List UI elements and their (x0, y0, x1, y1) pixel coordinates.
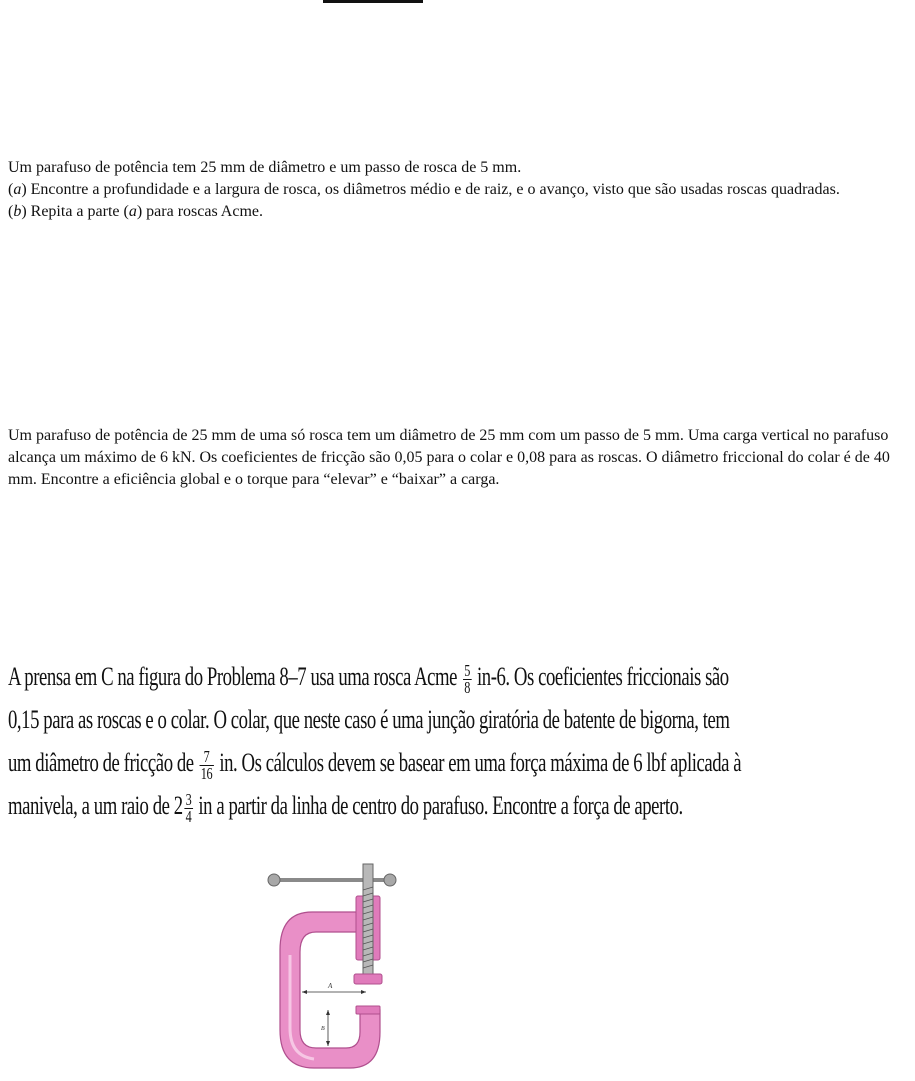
line-3-text-a: um diâmetro de fricção de (8, 748, 198, 777)
problem-1-part-b: (b) Repita a parte (a) para roscas Acme. (8, 203, 263, 220)
part-b-ref: a (128, 203, 137, 220)
handle-knob-left (268, 874, 280, 886)
part-b-text-1: Repita a parte ( (26, 203, 129, 220)
problem-3-line-1 (8, 655, 729, 698)
clamp-screw (363, 864, 373, 974)
problem-2-text: Um parafuso de potência de 25 mm de uma só rosca tem um diâmetro de 25 mm com um passo de 5 mm. Uma carga vertical no parafuso alcança um máximo de 6 kN. Os coeficientes de fricção são 0,05 para o colar e 0,08 para as roscas. O diâmetro friccional do colar é de 40 mm. Encontre a eficiência global e o torque para “elevar” e “baixar” a carga. (8, 427, 890, 488)
part-a-label: a (13, 181, 22, 198)
fraction-denominator: 8 (464, 677, 470, 697)
part-b-label: b (13, 203, 22, 220)
line-1-text-a: A prensa em C na figura do Problema 8–7 usa uma rosca Acme (8, 662, 462, 691)
fraction-7-16 (199, 746, 213, 783)
fraction-numerator: 3 (185, 789, 192, 809)
part-a-text: Encontre a profundidade e a largura de rosca, os diâmetros médio e de raiz, e o avanço, visto que são usadas roscas quadradas. (26, 181, 840, 198)
anvil-pad (356, 1006, 380, 1014)
problem-1 (8, 157, 908, 223)
problem-3-line-2: 0,15 para as roscas e o colar. O colar, que neste caso é uma junção giratória de batente de bigorna, tem (8, 705, 730, 734)
problem-2 (8, 425, 908, 491)
line-3-text-b: in. Os cálculos devem se basear em uma força máxima de 6 lbf aplicada à (215, 748, 742, 777)
fraction-5-8 (463, 660, 472, 697)
problem-3 (8, 655, 742, 827)
swivel-pad (354, 974, 382, 984)
dimension-b-label: B (321, 1026, 325, 1032)
line-4-text-a: manivela, a um raio de 2 (8, 791, 183, 820)
fraction-numerator: 5 (464, 660, 470, 680)
dimension-a-label: A (328, 982, 333, 990)
fraction-numerator: 7 (199, 749, 213, 766)
handle-knob-right (384, 874, 396, 886)
fraction-3-4 (184, 789, 193, 826)
c-clamp-figure (262, 860, 402, 1080)
problem-1-intro: Um parafuso de potência tem 25 mm de diâmetro e um passo de rosca de 5 mm. (8, 159, 522, 176)
line-4-text-b: in a partir da linha de centro do parafuso. Encontre a força de aperto. (194, 791, 683, 820)
part-b-text-2: ) para roscas Acme. (136, 203, 263, 220)
top-rule (323, 0, 423, 3)
problem-1-part-a: (a) Encontre a profundidade e a largura de rosca, os diâmetros médio e de raiz, e o avanço, visto que são usadas roscas quadradas. (8, 181, 840, 198)
line-1-text-b: in-6. Os coeficientes friccionais são (472, 662, 729, 691)
fraction-denominator: 4 (185, 806, 192, 826)
problem-3-line-3 (8, 741, 742, 784)
problem-3-line-4 (8, 784, 683, 827)
fraction-denominator: 16 (200, 763, 213, 783)
